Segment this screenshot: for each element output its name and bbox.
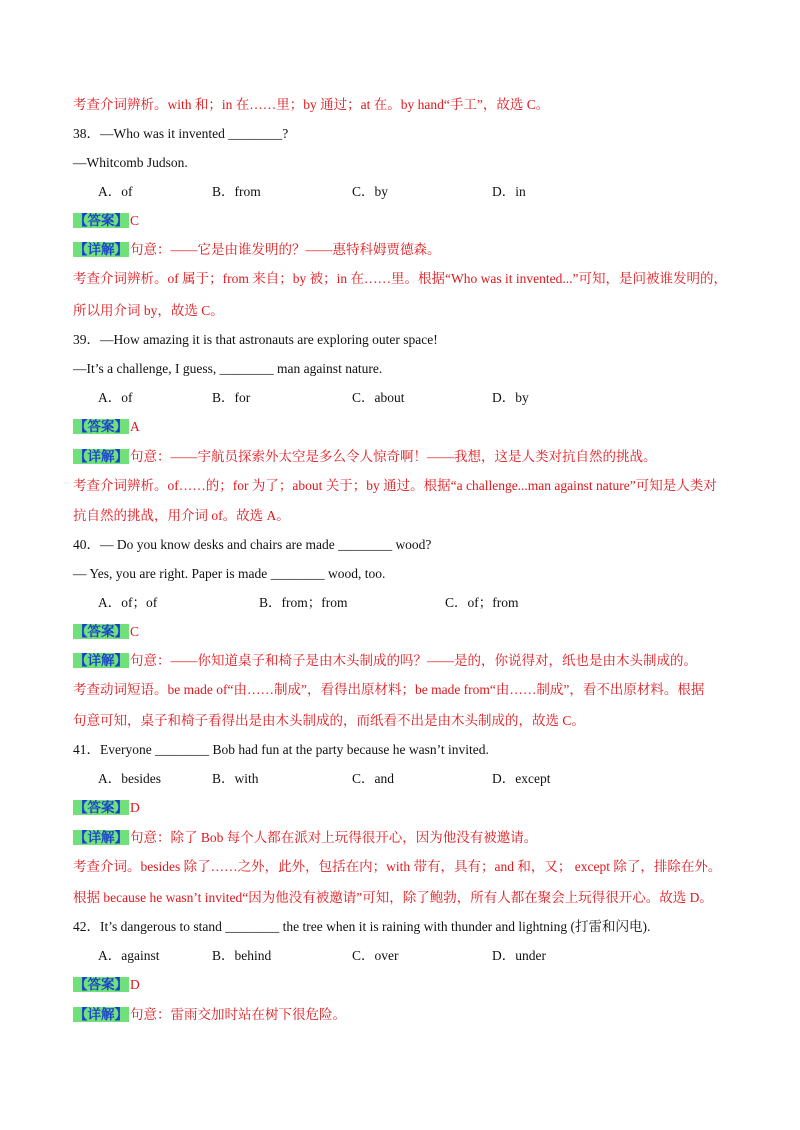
option-a: A．of [98, 184, 133, 199]
option-d: D．by [492, 390, 529, 405]
analysis-line: 根据 because he wasn’t invited“因为他没有被邀请”可知，除了鲍勃，所有人都在聚会上玩得很开心。故选 D。 [73, 890, 713, 905]
question-stem: —It’s a challenge, I guess, ________ man against nature. [73, 361, 383, 376]
analysis-line: 考查动词短语。be made of“由……制成”，看得出原材料；be made from“由……制成”，看不出原材料。根据 [73, 682, 705, 697]
answer-value: C [130, 624, 140, 639]
option-d: D．except [492, 771, 551, 786]
option-a: A．against [98, 948, 160, 963]
option-b: B．behind [212, 948, 272, 963]
answer-tag: 【答案】 [74, 624, 128, 639]
option-a: A．of；of [98, 595, 158, 610]
answer-tag: 【答案】 [74, 800, 128, 815]
answer-value: C [130, 213, 140, 228]
answer-value: D [130, 800, 140, 815]
detail-text: 句意：雷雨交加时站在树下很危险。 [130, 1007, 346, 1022]
detail-line [73, 448, 740, 466]
analysis-line: 考查介词辨析。of……的；for 为了；about 关于；by 通过。根据“a challenge...man against nature”可知是人类对 [73, 478, 717, 493]
detail-tag: 【详解】 [74, 830, 128, 845]
detail-text: 句意：——宇航员探索外太空是多么令人惊奇啊！——我想，这是人类对抗自然的挑战。 [130, 449, 657, 464]
question-stem: —Whitcomb Judson. [73, 155, 188, 170]
option-b: B．from；from [259, 595, 348, 610]
option-c: C．of；from [445, 595, 519, 610]
question-stem: 41．Everyone ________ Bob had fun at the party because he wasn’t invited. [73, 742, 489, 757]
detail-tag: 【详解】 [74, 449, 128, 464]
option-c: C．by [352, 184, 389, 199]
question-stem: 40．— Do you know desks and chairs are made ________ wood? [73, 537, 432, 552]
answer-tag: 【答案】 [74, 213, 128, 228]
analysis-line: 所以用介词 by，故选 C。 [73, 303, 224, 318]
detail-tag: 【详解】 [74, 653, 128, 668]
detail-tag: 【详解】 [74, 242, 128, 257]
option-c: C．and [352, 771, 394, 786]
answer-tag: 【答案】 [74, 419, 128, 434]
option-b: B．from [212, 184, 261, 199]
option-d: D．in [492, 184, 526, 199]
analysis-line: 考查介词辨析。with 和；in 在……里；by 通过；at 在。by hand“手工”，故选 C。 [73, 97, 550, 112]
answer-line [73, 623, 740, 641]
detail-text: 句意：——你知道桌子和椅子是由木头制成的吗？——是的，你说得对，纸也是由木头制成的。 [130, 653, 697, 668]
option-b: B．for [212, 390, 251, 405]
answer-line [73, 799, 740, 817]
detail-line [73, 1006, 740, 1024]
answer-line [73, 976, 740, 994]
detail-text: 句意：除了 Bob 每个人都在派对上玩得很开心，因为他没有被邀请。 [130, 830, 538, 845]
analysis-line: 句意可知，桌子和椅子看得出是由木头制成的，而纸看不出是由木头制成的，故选 C。 [73, 713, 585, 728]
question-stem: 42．It’s dangerous to stand ________ the tree when it is raining with thunder and lightning (打雷和闪电). [73, 919, 651, 934]
answer-tag: 【答案】 [74, 977, 128, 992]
detail-line [73, 241, 740, 259]
analysis-line: 考查介词。besides 除了……之外，此外，包括在内；with 带有，具有；and 和，又； except 除了，排除在外。 [73, 859, 722, 874]
analysis-line: 抗自然的挑战，用介词 of。故选 A。 [73, 508, 290, 523]
question-stem: 38．—Who was it invented ________? [73, 126, 289, 141]
option-d: D．under [492, 948, 546, 963]
option-a: A．of [98, 390, 133, 405]
answer-value: A [130, 419, 140, 434]
answer-value: D [130, 977, 140, 992]
detail-line [73, 652, 740, 670]
analysis-line: 考查介词辨析。of 属于；from 来自；by 被；in 在……里。根据“Who was it invented...”可知，是问被谁发明的， [73, 271, 727, 286]
question-stem: 39．—How amazing it is that astronauts are exploring outer space! [73, 332, 438, 347]
option-a: A．besides [98, 771, 161, 786]
option-b: B．with [212, 771, 259, 786]
detail-tag: 【详解】 [74, 1007, 128, 1022]
answer-line [73, 212, 740, 230]
option-c: C．about [352, 390, 405, 405]
answer-line [73, 418, 740, 436]
option-c: C．over [352, 948, 399, 963]
question-stem: — Yes, you are right. Paper is made ________ wood, too. [73, 566, 386, 581]
detail-text: 句意：——它是由谁发明的？——惠特科姆贾德森。 [130, 242, 441, 257]
detail-line [73, 829, 740, 847]
